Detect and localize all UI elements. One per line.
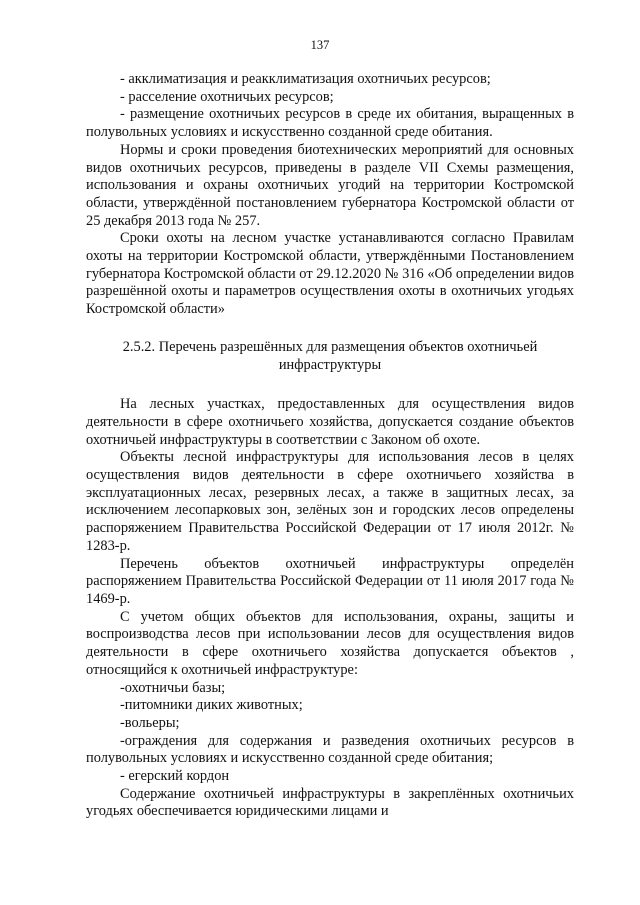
paragraph: - акклиматизация и реакклиматизация охотничьих ресурсов; [120, 71, 491, 87]
page-number: 137 [310, 38, 330, 52]
list-item: -охотничьи базы; [120, 679, 226, 696]
section-heading: 2.5.2. Перечень разрешённых для размещения объектов охотничьей инфраструктуры [122, 338, 538, 373]
paragraph: Сроки охоты на лесном участке устанавливаются согласно Правилам охоты на территории Костромской области, утверждёнными Постановлением губернатора Костромской области от 29.12.2020 № 316 «Об определении видов разрешённой охоты и параметров осуществления охоты в охотничьих угодьях Костромской области» [86, 230, 574, 318]
list-item: -вольеры; [120, 714, 180, 731]
paragraph: Перечень объектов охотничьей инфраструктуры определён распоряжением Правительства Российской Федерации от 11 июля 2017 года № 1469-р. [86, 555, 574, 607]
list-item: -ограждения для содержания и разведения охотничьих ресурсов в полувольных условиях и искусственно созданной среде обитания; [86, 732, 574, 767]
paragraph: На лесных участках, предоставленных для осуществления видов деятельности в сфере охотничьего хозяйства, допускается создание объектов охотничьей инфраструктуры в соответствии с Законом об охоте. [86, 396, 574, 448]
paragraph: Объекты лесной инфраструктуры для использования лесов в целях осуществления видов деятельности в сфере охотничьего хозяйства в эксплуатационных лесах, резервных лесах, а также в защитных лесах, за исключением лесопарковых зон, зелёных зон и городских лесов определены распоряжением Правительства Российской Федерации от 17 июля 2012г. № 1283-р. [86, 449, 574, 554]
paragraph: - расселение охотничьих ресурсов; [120, 88, 334, 105]
list-item: -питомники диких животных; [120, 697, 303, 714]
paragraph: Содержание охотничьей инфраструктуры в закреплённых охотничьих угодьях обеспечивается юридическими лицами и [86, 785, 574, 820]
page-body [86, 71, 574, 821]
list-item: - егерский кордон [120, 768, 230, 785]
paragraph: - размещение охотничьих ресурсов в среде их обитания, выращенных в полувольных условиях и искусственно созданной среде обитания. [86, 106, 574, 141]
paragraph: Нормы и сроки проведения биотехнических мероприятий для основных видов охотничьих ресурсов, приведены в разделе VII Схемы размещения, использования и охраны охотничьих угодий на территории Костромской области, утверждённой постановлением губернатора Костромской области от 25 декабря 2013 года № 257. [86, 141, 574, 229]
paragraph: С учетом общих объектов для использования, охраны, защиты и воспроизводства лесов при использовании лесов для осуществления видов деятельности в сфере охотничьего хозяйства допускается объектов , относящийся к охотничьей инфраструктуре: [86, 608, 574, 678]
